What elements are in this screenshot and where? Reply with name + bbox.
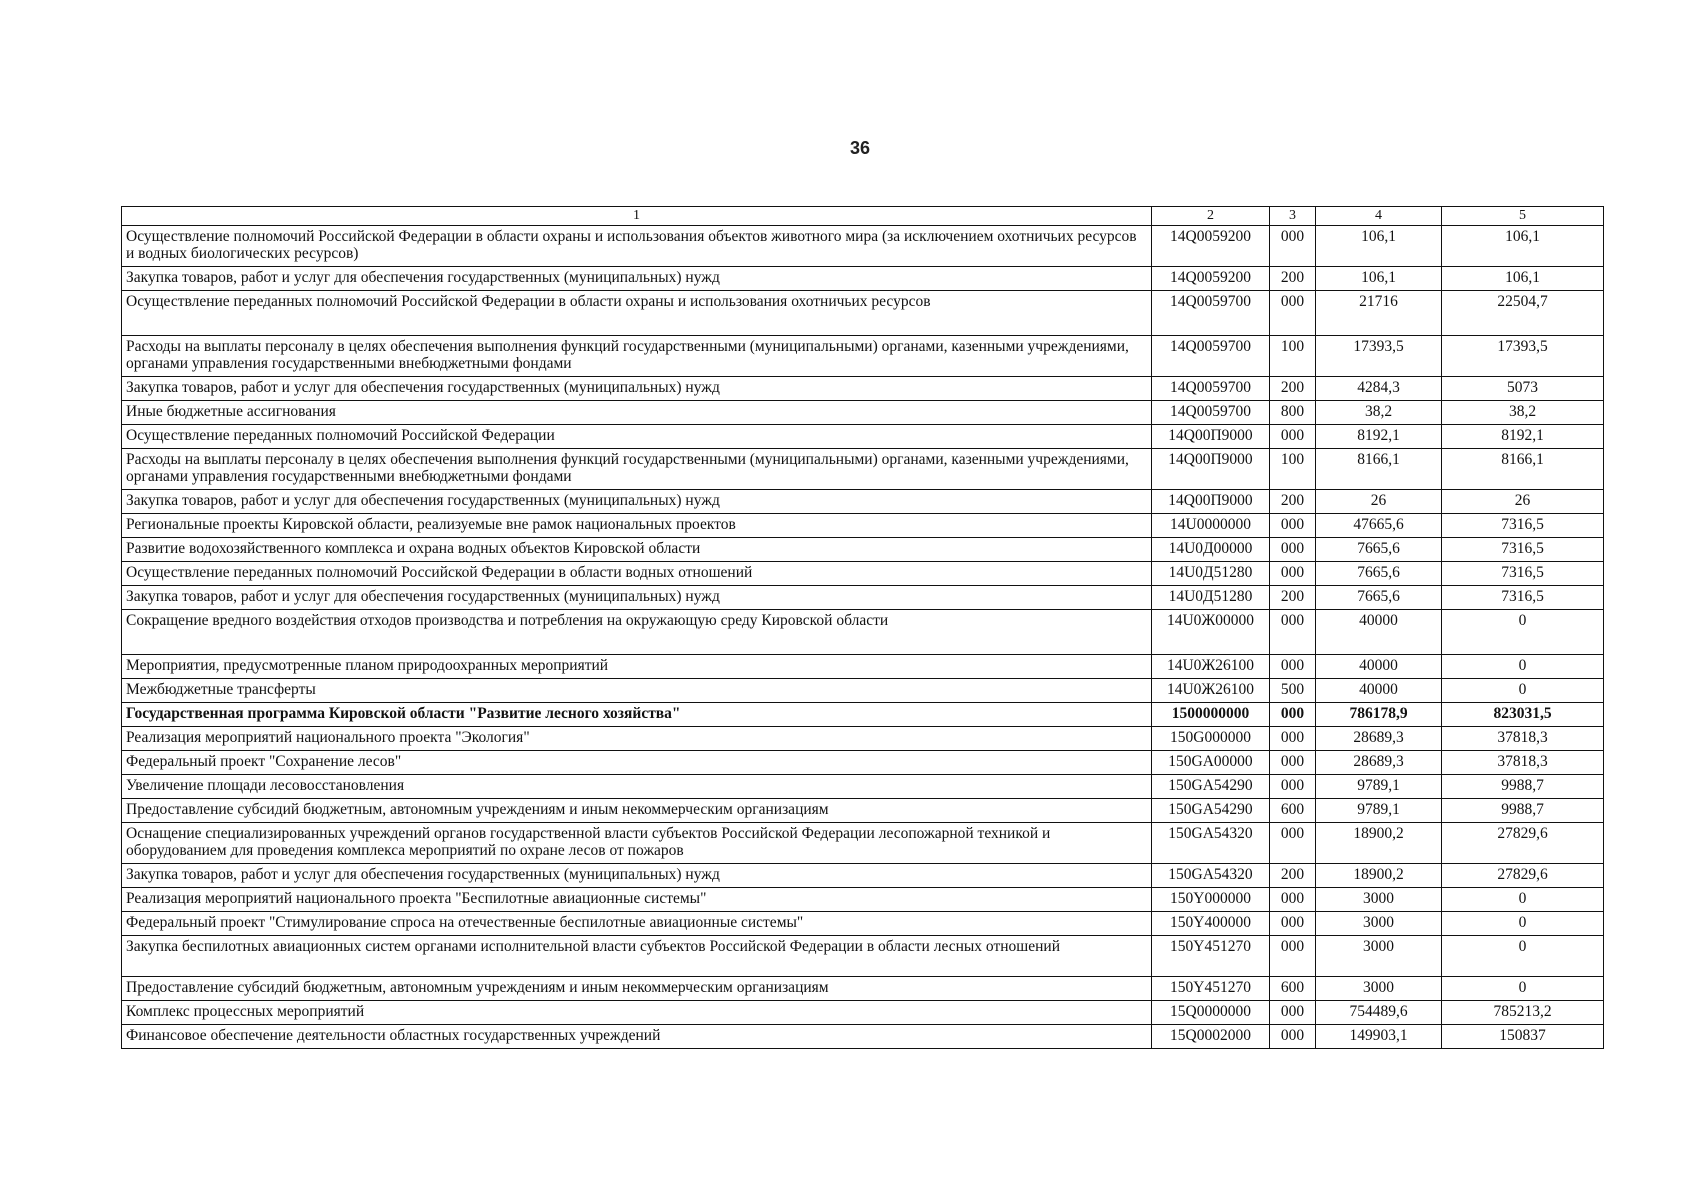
row-name-cell: Развитие водохозяйственного комплекса и охрана водных объектов Кировской области	[122, 538, 1152, 562]
row-code-cell: 150GA54290	[1152, 799, 1270, 823]
row-type-cell: 200	[1270, 586, 1316, 610]
header-col-3: 3	[1270, 207, 1316, 226]
row-name-cell: Межбюджетные трансферты	[122, 679, 1152, 703]
row-name-cell: Осуществление переданных полномочий Российской Федерации	[122, 425, 1152, 449]
row-name-cell: Федеральный проект "Стимулирование спроса на отечественные беспилотные авиационные системы"	[122, 912, 1152, 936]
table-header	[122, 207, 1604, 226]
row-value-5-cell: 9988,7	[1442, 775, 1604, 799]
table-row	[122, 751, 1604, 775]
row-value-4-cell: 18900,2	[1316, 864, 1442, 888]
table-row	[122, 799, 1604, 823]
row-type-cell: 000	[1270, 727, 1316, 751]
header-col-4: 4	[1316, 207, 1442, 226]
row-type-cell: 000	[1270, 823, 1316, 864]
row-value-5-cell: 7316,5	[1442, 538, 1604, 562]
row-code-cell: 14Q0059700	[1152, 336, 1270, 377]
row-code-cell: 15Q0002000	[1152, 1025, 1270, 1049]
row-value-5-cell: 8192,1	[1442, 425, 1604, 449]
row-value-5-cell: 106,1	[1442, 267, 1604, 291]
row-type-cell: 000	[1270, 291, 1316, 336]
row-value-4-cell: 40000	[1316, 610, 1442, 655]
row-value-5-cell: 0	[1442, 977, 1604, 1001]
row-value-4-cell: 8166,1	[1316, 449, 1442, 490]
row-code-cell: 14U0Ж00000	[1152, 610, 1270, 655]
table-row	[122, 912, 1604, 936]
row-value-5-cell: 0	[1442, 610, 1604, 655]
row-code-cell: 15Q0000000	[1152, 1001, 1270, 1025]
row-value-4-cell: 149903,1	[1316, 1025, 1442, 1049]
table-body	[122, 226, 1604, 1049]
table-row	[122, 1025, 1604, 1049]
row-type-cell: 600	[1270, 977, 1316, 1001]
table-row	[122, 377, 1604, 401]
row-value-4-cell: 17393,5	[1316, 336, 1442, 377]
row-name-cell: Комплекс процессных мероприятий	[122, 1001, 1152, 1025]
row-value-5-cell: 0	[1442, 936, 1604, 977]
row-value-5-cell: 0	[1442, 679, 1604, 703]
table-row	[122, 401, 1604, 425]
header-row	[122, 207, 1604, 226]
row-value-5-cell: 7316,5	[1442, 562, 1604, 586]
row-type-cell: 000	[1270, 610, 1316, 655]
row-name-cell: Расходы на выплаты персоналу в целях обеспечения выполнения функций государственными (муниципальными) органами, казенными учреждениями, органами управления государственными внебюджетными фондами	[122, 449, 1152, 490]
row-value-5-cell: 7316,5	[1442, 586, 1604, 610]
row-type-cell: 000	[1270, 655, 1316, 679]
row-type-cell: 000	[1270, 514, 1316, 538]
row-code-cell: 150Y451270	[1152, 977, 1270, 1001]
row-code-cell: 14U0000000	[1152, 514, 1270, 538]
row-name-cell: Закупка беспилотных авиационных систем органами исполнительной власти субъектов Российской Федерации в области лесных отношений	[122, 936, 1152, 977]
row-name-cell: Государственная программа Кировской области "Развитие лесного хозяйства"	[122, 703, 1152, 727]
row-code-cell: 150GA54320	[1152, 823, 1270, 864]
row-name-cell: Предоставление субсидий бюджетным, автономным учреждениям и иным некоммерческим организациям	[122, 977, 1152, 1001]
row-value-5-cell: 7316,5	[1442, 514, 1604, 538]
row-name-cell: Расходы на выплаты персоналу в целях обеспечения выполнения функций государственными (муниципальными) органами, казенными учреждениями, органами управления государственными внебюджетными фондами	[122, 336, 1152, 377]
row-code-cell: 1500000000	[1152, 703, 1270, 727]
table-row	[122, 291, 1604, 336]
row-code-cell: 150Y400000	[1152, 912, 1270, 936]
row-value-5-cell: 0	[1442, 912, 1604, 936]
table-row	[122, 936, 1604, 977]
row-value-5-cell: 0	[1442, 888, 1604, 912]
table-row	[122, 679, 1604, 703]
row-value-5-cell: 785213,2	[1442, 1001, 1604, 1025]
table-row	[122, 267, 1604, 291]
row-code-cell: 14Q0059700	[1152, 291, 1270, 336]
row-value-4-cell: 38,2	[1316, 401, 1442, 425]
row-type-cell: 000	[1270, 1001, 1316, 1025]
row-type-cell: 000	[1270, 1025, 1316, 1049]
table-row	[122, 727, 1604, 751]
row-value-4-cell: 106,1	[1316, 267, 1442, 291]
row-value-5-cell: 38,2	[1442, 401, 1604, 425]
row-code-cell: 14U0Ж26100	[1152, 655, 1270, 679]
row-value-5-cell: 823031,5	[1442, 703, 1604, 727]
row-name-cell: Финансовое обеспечение деятельности областных государственных учреждений	[122, 1025, 1152, 1049]
row-value-4-cell: 3000	[1316, 977, 1442, 1001]
row-type-cell: 000	[1270, 775, 1316, 799]
table-row	[122, 586, 1604, 610]
table-row	[122, 655, 1604, 679]
row-value-4-cell: 3000	[1316, 912, 1442, 936]
row-type-cell: 000	[1270, 751, 1316, 775]
row-value-4-cell: 47665,6	[1316, 514, 1442, 538]
row-name-cell: Иные бюджетные ассигнования	[122, 401, 1152, 425]
row-value-5-cell: 9988,7	[1442, 799, 1604, 823]
row-type-cell: 000	[1270, 538, 1316, 562]
header-col-1: 1	[122, 207, 1152, 226]
row-type-cell: 000	[1270, 703, 1316, 727]
row-value-4-cell: 4284,3	[1316, 377, 1442, 401]
row-value-4-cell: 21716	[1316, 291, 1442, 336]
row-value-4-cell: 7665,6	[1316, 538, 1442, 562]
row-value-5-cell: 26	[1442, 490, 1604, 514]
row-type-cell: 200	[1270, 864, 1316, 888]
table-row	[122, 864, 1604, 888]
row-code-cell: 14Q0059700	[1152, 377, 1270, 401]
row-value-4-cell: 8192,1	[1316, 425, 1442, 449]
row-value-4-cell: 9789,1	[1316, 775, 1442, 799]
row-value-5-cell: 27829,6	[1442, 864, 1604, 888]
table-row	[122, 514, 1604, 538]
row-code-cell: 14Q0059200	[1152, 267, 1270, 291]
row-type-cell: 200	[1270, 267, 1316, 291]
row-code-cell: 14U0Д00000	[1152, 538, 1270, 562]
table-row	[122, 336, 1604, 377]
row-value-4-cell: 18900,2	[1316, 823, 1442, 864]
row-value-5-cell: 5073	[1442, 377, 1604, 401]
row-name-cell: Федеральный проект "Сохранение лесов"	[122, 751, 1152, 775]
row-name-cell: Закупка товаров, работ и услуг для обеспечения государственных (муниципальных) нужд	[122, 267, 1152, 291]
table-row	[122, 226, 1604, 267]
row-type-cell: 000	[1270, 226, 1316, 267]
row-value-5-cell: 106,1	[1442, 226, 1604, 267]
row-code-cell: 14Q00П9000	[1152, 449, 1270, 490]
row-name-cell: Оснащение специализированных учреждений органов государственной власти субъектов Российской Федерации лесопожарной техникой и оборудованием для проведения комплекса мероприятий по охране лесов от пожаров	[122, 823, 1152, 864]
row-name-cell: Реализация мероприятий национального проекта "Беспилотные авиационные системы"	[122, 888, 1152, 912]
row-code-cell: 14Q00П9000	[1152, 490, 1270, 514]
table-row	[122, 888, 1604, 912]
row-value-4-cell: 7665,6	[1316, 562, 1442, 586]
table-row	[122, 425, 1604, 449]
table-row	[122, 610, 1604, 655]
table-row	[122, 775, 1604, 799]
row-name-cell: Закупка товаров, работ и услуг для обеспечения государственных (муниципальных) нужд	[122, 377, 1152, 401]
row-value-5-cell: 37818,3	[1442, 751, 1604, 775]
row-name-cell: Мероприятия, предусмотренные планом природоохранных мероприятий	[122, 655, 1152, 679]
row-code-cell: 14Q00П9000	[1152, 425, 1270, 449]
row-value-4-cell: 28689,3	[1316, 727, 1442, 751]
row-name-cell: Осуществление полномочий Российской Федерации в области охраны и использования объектов животного мира (за исключением охотничьих ресурсов и водных биологических ресурсов)	[122, 226, 1152, 267]
row-type-cell: 100	[1270, 336, 1316, 377]
row-value-4-cell: 3000	[1316, 888, 1442, 912]
row-name-cell: Увеличение площади лесовосстановления	[122, 775, 1152, 799]
row-value-4-cell: 28689,3	[1316, 751, 1442, 775]
row-value-4-cell: 9789,1	[1316, 799, 1442, 823]
row-type-cell: 600	[1270, 799, 1316, 823]
row-value-5-cell: 8166,1	[1442, 449, 1604, 490]
row-type-cell: 000	[1270, 936, 1316, 977]
row-value-5-cell: 27829,6	[1442, 823, 1604, 864]
table-row	[122, 490, 1604, 514]
row-code-cell: 150GA00000	[1152, 751, 1270, 775]
table-row	[122, 538, 1604, 562]
row-code-cell: 150GA54320	[1152, 864, 1270, 888]
header-col-5: 5	[1442, 207, 1604, 226]
row-value-4-cell: 106,1	[1316, 226, 1442, 267]
row-name-cell: Региональные проекты Кировской области, реализуемые вне рамок национальных проектов	[122, 514, 1152, 538]
row-value-4-cell: 786178,9	[1316, 703, 1442, 727]
row-code-cell: 14U0Ж26100	[1152, 679, 1270, 703]
table-row	[122, 977, 1604, 1001]
row-name-cell: Осуществление переданных полномочий Российской Федерации в области охраны и использования охотничьих ресурсов	[122, 291, 1152, 336]
row-value-5-cell: 37818,3	[1442, 727, 1604, 751]
row-code-cell: 14Q0059200	[1152, 226, 1270, 267]
row-value-4-cell: 40000	[1316, 655, 1442, 679]
row-name-cell: Закупка товаров, работ и услуг для обеспечения государственных (муниципальных) нужд	[122, 490, 1152, 514]
row-type-cell: 200	[1270, 377, 1316, 401]
row-value-4-cell: 754489,6	[1316, 1001, 1442, 1025]
budget-table	[121, 206, 1604, 1049]
row-type-cell: 100	[1270, 449, 1316, 490]
row-value-5-cell: 0	[1442, 655, 1604, 679]
row-value-4-cell: 7665,6	[1316, 586, 1442, 610]
row-code-cell: 14Q0059700	[1152, 401, 1270, 425]
header-col-2: 2	[1152, 207, 1270, 226]
row-code-cell: 14U0Д51280	[1152, 586, 1270, 610]
row-value-5-cell: 150837	[1442, 1025, 1604, 1049]
row-name-cell: Осуществление переданных полномочий Российской Федерации в области водных отношений	[122, 562, 1152, 586]
row-name-cell: Сокращение вредного воздействия отходов производства и потребления на окружающую среду Кировской области	[122, 610, 1152, 655]
row-value-5-cell: 22504,7	[1442, 291, 1604, 336]
table-row	[122, 562, 1604, 586]
row-value-5-cell: 17393,5	[1442, 336, 1604, 377]
table-row	[122, 449, 1604, 490]
row-type-cell: 000	[1270, 888, 1316, 912]
row-name-cell: Предоставление субсидий бюджетным, автономным учреждениям и иным некоммерческим организациям	[122, 799, 1152, 823]
row-name-cell: Закупка товаров, работ и услуг для обеспечения государственных (муниципальных) нужд	[122, 864, 1152, 888]
row-value-4-cell: 3000	[1316, 936, 1442, 977]
row-type-cell: 800	[1270, 401, 1316, 425]
row-code-cell: 150Y451270	[1152, 936, 1270, 977]
row-code-cell: 14U0Д51280	[1152, 562, 1270, 586]
row-name-cell: Закупка товаров, работ и услуг для обеспечения государственных (муниципальных) нужд	[122, 586, 1152, 610]
row-type-cell: 000	[1270, 425, 1316, 449]
table-row	[122, 703, 1604, 727]
row-name-cell: Реализация мероприятий национального проекта "Экология"	[122, 727, 1152, 751]
row-type-cell: 000	[1270, 562, 1316, 586]
row-type-cell: 200	[1270, 490, 1316, 514]
row-code-cell: 150G000000	[1152, 727, 1270, 751]
row-code-cell: 150GA54290	[1152, 775, 1270, 799]
page-number: 36	[850, 138, 871, 158]
table-row	[122, 823, 1604, 864]
row-value-4-cell: 40000	[1316, 679, 1442, 703]
row-type-cell: 500	[1270, 679, 1316, 703]
row-code-cell: 150Y000000	[1152, 888, 1270, 912]
row-value-4-cell: 26	[1316, 490, 1442, 514]
row-type-cell: 000	[1270, 912, 1316, 936]
table-row	[122, 1001, 1604, 1025]
